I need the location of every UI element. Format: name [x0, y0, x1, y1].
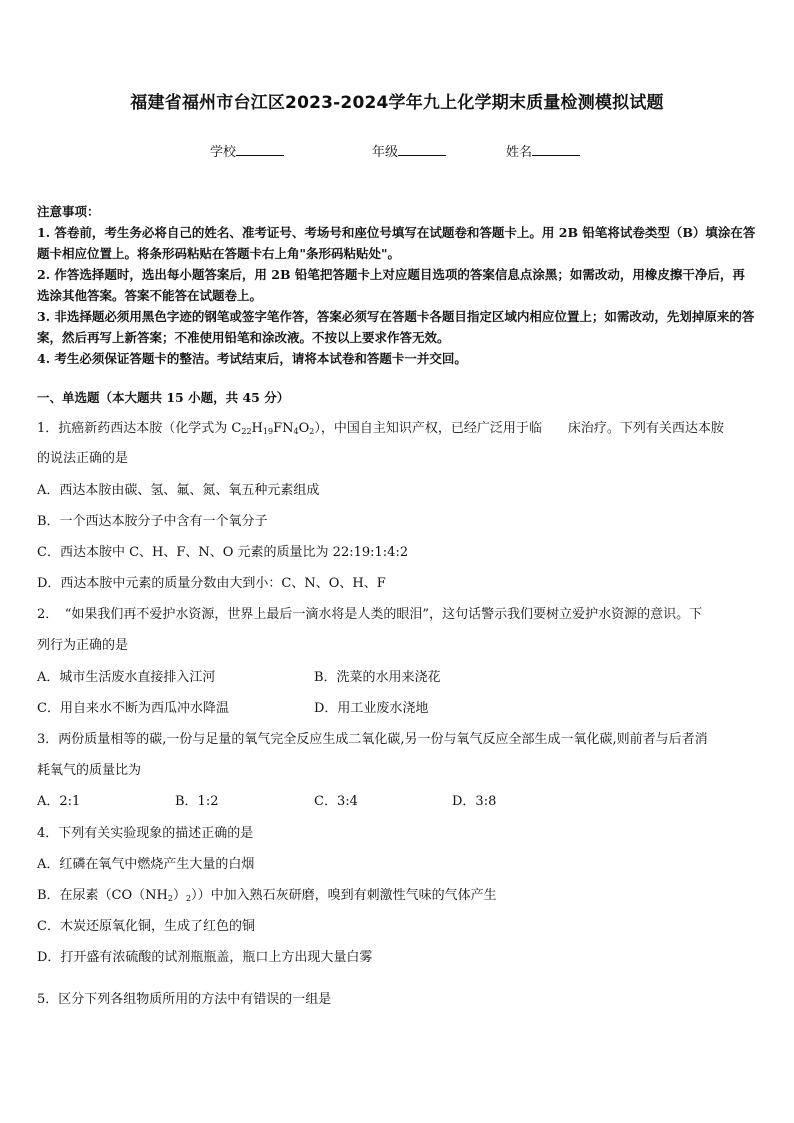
notice-item-4: 4. 考生必须保证答题卡的整洁。考试结束后，请将本试卷和答题卡一并交回。: [37, 351, 467, 366]
q1-stem-line1: [37, 417, 724, 436]
q1-sub: 19: [262, 427, 274, 436]
school-field: [210, 141, 284, 160]
q4-option-b-part: ）: [172, 888, 186, 903]
q1-sub: 4: [293, 427, 299, 436]
section-heading: 一、单选题（本大题共 15 小题，共 45 分）: [37, 390, 290, 405]
grade-field: [372, 141, 446, 160]
grade-label: 年级: [372, 145, 399, 160]
name-label: 姓名: [506, 145, 533, 160]
q1-option-b[interactable]: B．一个西达本胺分子中含有一个氧分子: [37, 514, 268, 529]
q4-option-b-part: ））中加入熟石灰研磨，嗅到有刺激性气味的气体产生: [191, 888, 497, 903]
q3-option-c[interactable]: C．3:4: [314, 794, 358, 809]
page-title: 福建省福州市台江区2023-2024学年九上化学期末质量检测模拟试题: [130, 93, 664, 113]
q1-stem-line2: 的说法正确的是: [37, 451, 129, 466]
q2-stem-line2: 列行为正确的是: [37, 638, 129, 653]
q1-option-a[interactable]: A．西达本胺由碳、氢、氟、氮、氧五种元素组成: [37, 483, 320, 498]
notice-item-1: 1. 答卷前，考生务必将自己的姓名、准考证号、考场号和座位号填写在试题卷和答题卡上。用 2B 铅笔将试卷类型（B）填涂在答题卡相应位置上。将条形码粘贴在答题卡右上角"条形码粘贴处"。: [37, 225, 756, 261]
q2-option-a[interactable]: A．城市生活废水直接排入江河: [37, 670, 216, 685]
q2-option-c[interactable]: C．用自来水不断为西瓜冲水降温: [37, 701, 229, 716]
q1-option-c[interactable]: C．西达本胺中 C、H、F、N、O 元素的质量比为 22:19:1:4:2: [37, 545, 409, 560]
q1-stem-part: O: [298, 421, 310, 436]
q3-stem-line2: 耗氧气的质量比为: [37, 763, 142, 778]
q2-stem-line1: 2． “如果我们再不爱护水资源，世界上最后一滴水将是人类的眼泪”，这句话警示我们要树立爱护水资源的意识。下: [37, 607, 703, 622]
q4-option-d[interactable]: D．打开盛有浓硫酸的试剂瓶瓶盖，瓶口上方出现大量白雾: [37, 950, 373, 965]
q1-option-d[interactable]: D．西达本胺中元素的质量分数由大到小：C、N、O、H、F: [37, 576, 386, 591]
q4-option-b-part: B．在尿素（CO（NH: [37, 888, 168, 903]
q1-sub: 22: [241, 427, 252, 436]
q1-stem-part: FN: [273, 421, 294, 436]
notice-block: [37, 201, 757, 369]
q3-stem-line1: 3．两份质量相等的碳,一份与足量的氧气完全反应生成二氧化碳,另一份与氧气反应全部生成一氧化碳,则前者与后者消: [37, 732, 708, 747]
q1-stem-part: H: [251, 421, 263, 436]
q2-option-b[interactable]: B．洗菜的水用来浇花: [314, 670, 441, 685]
q3-option-b[interactable]: B．1:2: [175, 794, 219, 809]
q3-option-d[interactable]: D．3:8: [452, 794, 497, 809]
name-blank[interactable]: [532, 143, 580, 156]
notice-heading: 注意事项：: [37, 204, 100, 219]
q1-stem-part: ），中国自主知识产权，已经广泛用于临 床治疗。下列有关西达本胺: [314, 421, 724, 436]
q4-stem: 4．下列有关实验现象的描述正确的是: [37, 826, 254, 841]
q4-option-c[interactable]: C．木炭还原氧化铜，生成了红色的铜: [37, 919, 255, 934]
q2-option-d[interactable]: D．用工业废水浇地: [314, 701, 429, 716]
notice-item-3: 3. 非选择题必须用黑色字迹的钢笔或签字笔作答，答案必须写在答题卡各题目指定区域内相应位置上；如需改动，先划掉原来的答案，然后再写上新答案；不准使用铅笔和涂改液。不按以上要求作答无效。: [37, 309, 755, 345]
name-field: [506, 141, 580, 160]
grade-blank[interactable]: [398, 143, 446, 156]
school-blank[interactable]: [236, 143, 284, 156]
q1-sub: 2: [309, 427, 315, 436]
q1-stem-part: 1．抗癌新药西达本胺（化学式为 C: [37, 421, 242, 436]
q3-option-a[interactable]: A．2:1: [37, 794, 81, 809]
q4-option-a[interactable]: A．红磷在氧气中燃烧产生大量的白烟: [37, 857, 255, 872]
q5-stem: 5．区分下列各组物质所用的方法中有错误的一组是: [37, 992, 332, 1007]
school-label: 学校: [210, 145, 237, 160]
q4-sub: 2: [185, 894, 192, 903]
q4-sub: 2: [167, 894, 173, 903]
q4-option-b[interactable]: [37, 884, 497, 903]
notice-item-2: 2. 作答选择题时，选出每小题答案后，用 2B 铅笔把答题卡上对应题目选项的答案信息点涂黑；如需改动，用橡皮擦干净后，再选涂其他答案。答案不能答在试题卷上。: [37, 267, 745, 303]
